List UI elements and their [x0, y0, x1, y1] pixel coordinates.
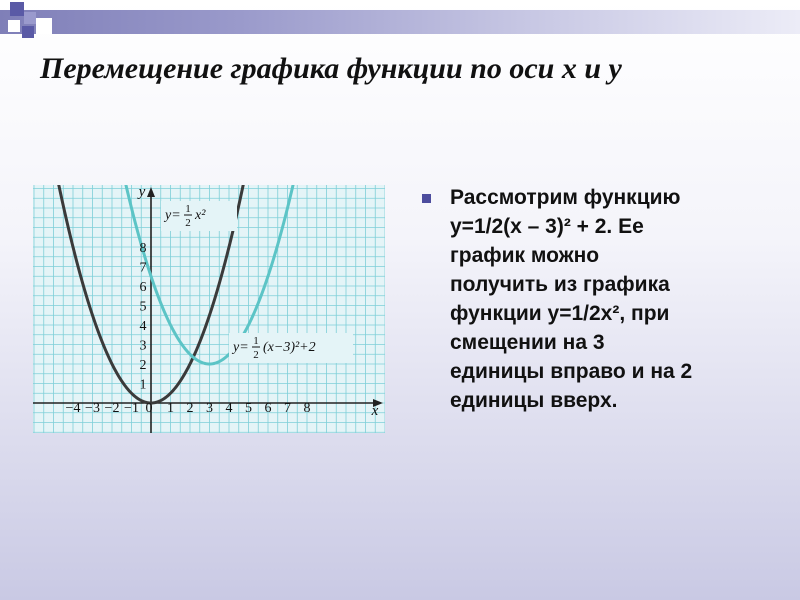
- y-tick-label: 7: [139, 260, 147, 276]
- x-tick-label: −2: [104, 401, 120, 416]
- x-tick-label: 2: [186, 401, 194, 416]
- x-tick-label: 0: [145, 401, 153, 416]
- y-tick-label: 8: [139, 241, 147, 256]
- y-tick-label: 4: [139, 319, 147, 334]
- deco-square: [22, 26, 34, 38]
- x-tick-label: −1: [124, 401, 139, 416]
- x-tick-label: −4: [65, 401, 81, 416]
- x-tick-label: 6: [264, 401, 272, 416]
- bullet-list: [422, 183, 777, 415]
- equation-label-rest: x²: [195, 208, 206, 223]
- equation-label-rest: (x−3)²+2: [263, 340, 316, 355]
- slide-title: Перемещение графика функции по оси х и у: [40, 52, 622, 85]
- x-tick-label: 8: [303, 401, 311, 416]
- deco-square: [8, 20, 20, 32]
- x-tick-label: 3: [206, 401, 213, 416]
- deco-square: [36, 18, 52, 34]
- parabola-graph: [33, 185, 385, 433]
- x-tick-label: 4: [225, 401, 233, 416]
- equation-fraction-numerator: 1: [185, 203, 191, 215]
- y-tick-label: 3: [139, 338, 147, 354]
- graph-canvas: [33, 185, 385, 433]
- bullet-text: Рассмотрим функцию y=1/2(x – 3)² + 2. Ее график можно получить из графика функции y=1/2x², при смещении на 3 единицы вправо и на 2 единицы вверх.: [450, 186, 693, 412]
- y-tick-label: 5: [139, 299, 147, 315]
- y-axis-label: y: [138, 185, 146, 200]
- y-tick-label: 6: [139, 280, 147, 295]
- deco-square: [10, 2, 24, 16]
- x-tick-label: −3: [85, 401, 100, 416]
- x-tick-label: 1: [167, 401, 174, 416]
- equation-label-y: y=: [165, 208, 181, 223]
- equation-fraction-denominator: 2: [185, 217, 191, 229]
- equation-fraction-numerator: 1: [253, 335, 259, 347]
- header-band: [0, 10, 800, 34]
- y-tick-label: 2: [139, 358, 147, 373]
- y-tick-label: 1: [139, 377, 147, 393]
- equation-label-y: y=: [233, 340, 249, 355]
- x-tick-label: 5: [245, 401, 252, 416]
- equation-fraction-denominator: 2: [253, 349, 259, 361]
- deco-square: [24, 12, 36, 24]
- x-axis-label: x: [371, 403, 379, 419]
- x-tick-label: 7: [284, 401, 291, 416]
- bullet-square-icon: [422, 194, 431, 203]
